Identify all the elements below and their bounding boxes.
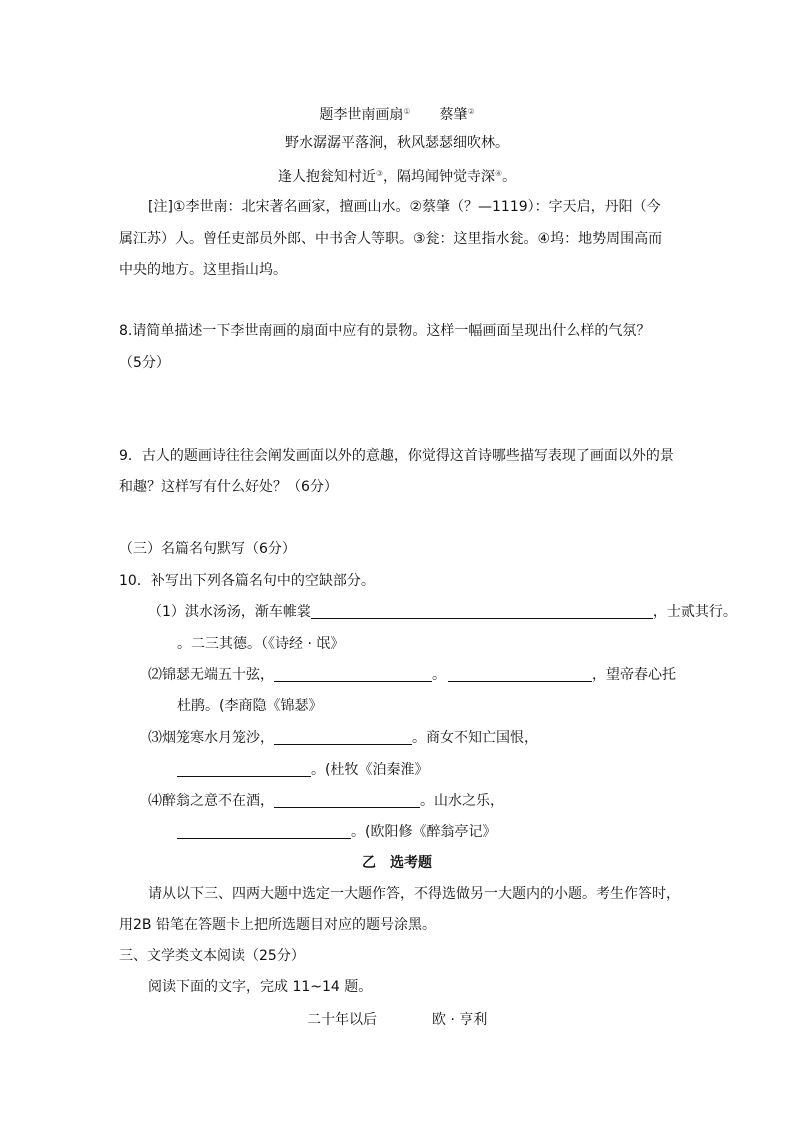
poem-author-note: ② — [467, 107, 475, 116]
q10-item-4-cont — [177, 822, 496, 842]
question-9-line-2: 和趣？这样写有什么好处？（6分） — [119, 479, 338, 495]
q10-item-4 — [148, 791, 504, 811]
q10-item-2-a: ⑵锦瑟无端五十弦， — [148, 667, 274, 683]
answer-blank[interactable] — [177, 762, 311, 777]
poem-line-2-a: 逢人抱瓮知村近 — [277, 169, 376, 185]
q10-item-1-b: ，士贰其行。 — [652, 604, 737, 620]
q10-item-4-a: ⑷醉翁之意不在酒， — [148, 793, 274, 809]
answer-blank[interactable] — [448, 667, 592, 682]
answer-blank[interactable] — [274, 793, 420, 808]
poem-line-2-end: 。 — [502, 169, 517, 185]
question-8-line-1: 8.请简单描述一下李世南画的扇面中应有的景物。这样一幅画面呈现出什么样的气氛？ — [119, 323, 651, 339]
poem-author: 蔡肇 — [439, 107, 468, 123]
q10-item-1-cont: 。二三其德。（《诗经 · 氓》 — [177, 636, 345, 652]
poem-line-2-note-a: ③ — [375, 169, 383, 178]
part-b-instruction-1: 请从以下三、四两大题中选定一大题作答，不得选做另一大题内的小题。考生作答时， — [148, 886, 680, 902]
poem-line-2-note-b: ④ — [495, 169, 503, 178]
q10-item-3-b: 。商女不知亡国恨， — [412, 730, 538, 746]
poem-title-line — [0, 102, 794, 125]
q10-item-2-cont: 杜鹃。(李商隐《锦瑟》 — [177, 698, 323, 714]
q10-item-3-cont — [177, 760, 428, 780]
answer-blank[interactable] — [177, 824, 351, 839]
answer-blank[interactable] — [274, 667, 432, 682]
poem-title-note: ① — [403, 107, 411, 116]
notes-line-3: 中央的地方。这里指山坞。 — [119, 262, 287, 278]
notes-line-2: 属江苏）人。曾任吏部员外郎、中书舍人等职。③瓮：这里指水瓮。④坞：地势周围高而 — [119, 231, 663, 247]
literature-instruction: 阅读下面的文字，完成 11~14 题。 — [148, 979, 373, 995]
q10-item-2-b: 。 — [432, 667, 446, 683]
q10-item-1 — [148, 602, 737, 622]
part-b-heading: 乙 选考题 — [362, 855, 432, 871]
notes-line-1: [注]①李世南：北宋著名画家，擅画山水。②蔡肇（？—1119）：字天启，丹阳（今 — [148, 199, 661, 215]
story-title: 二十年以后 — [307, 1012, 377, 1028]
q10-item-3-c: 。(杜牧《泊秦淮》 — [311, 762, 429, 778]
section-3-heading: （三）名篇名句默写（6分） — [119, 541, 296, 557]
q10-item-3 — [148, 728, 538, 748]
answer-blank[interactable] — [274, 730, 412, 745]
q10-item-4-b: 。山水之乐， — [420, 793, 504, 809]
question-8-line-2: （5分） — [119, 355, 170, 371]
q10-item-3-a: ⑶烟笼寒水月笼沙， — [148, 730, 274, 746]
q10-item-2-c: ，望帝春心托 — [592, 667, 676, 683]
poem-line-2 — [0, 164, 794, 187]
q10-item-2 — [148, 665, 676, 685]
poem-line-1: 野水潺潺平落涧，秋风瑟瑟细吹林。 — [285, 135, 509, 151]
literature-section-heading: 三、文学类文本阅读（25分） — [119, 948, 305, 964]
question-9-line-1: 9．古人的题画诗往往会阐发画面以外的意趣，你觉得这首诗哪些描写表现了画面以外的景 — [119, 448, 674, 464]
q10-item-1-a: （1）淇水汤汤，渐车帷裳 — [148, 604, 311, 620]
answer-blank[interactable] — [311, 604, 653, 619]
question-10-stem: 10．补写出下列各篇名句中的空缺部分。 — [119, 573, 375, 589]
story-author: 欧 · 亨利 — [432, 1012, 488, 1028]
poem-title: 题李世南画扇 — [319, 107, 404, 123]
q10-item-4-c: 。(欧阳修《醉翁亭记》 — [351, 824, 497, 840]
poem-line-2-b: ，隔坞闻钟觉寺深 — [383, 169, 495, 185]
part-b-instruction-2: 用2B 铅笔在答题卡上把所选题目对应的题号涂黑。 — [119, 917, 436, 933]
